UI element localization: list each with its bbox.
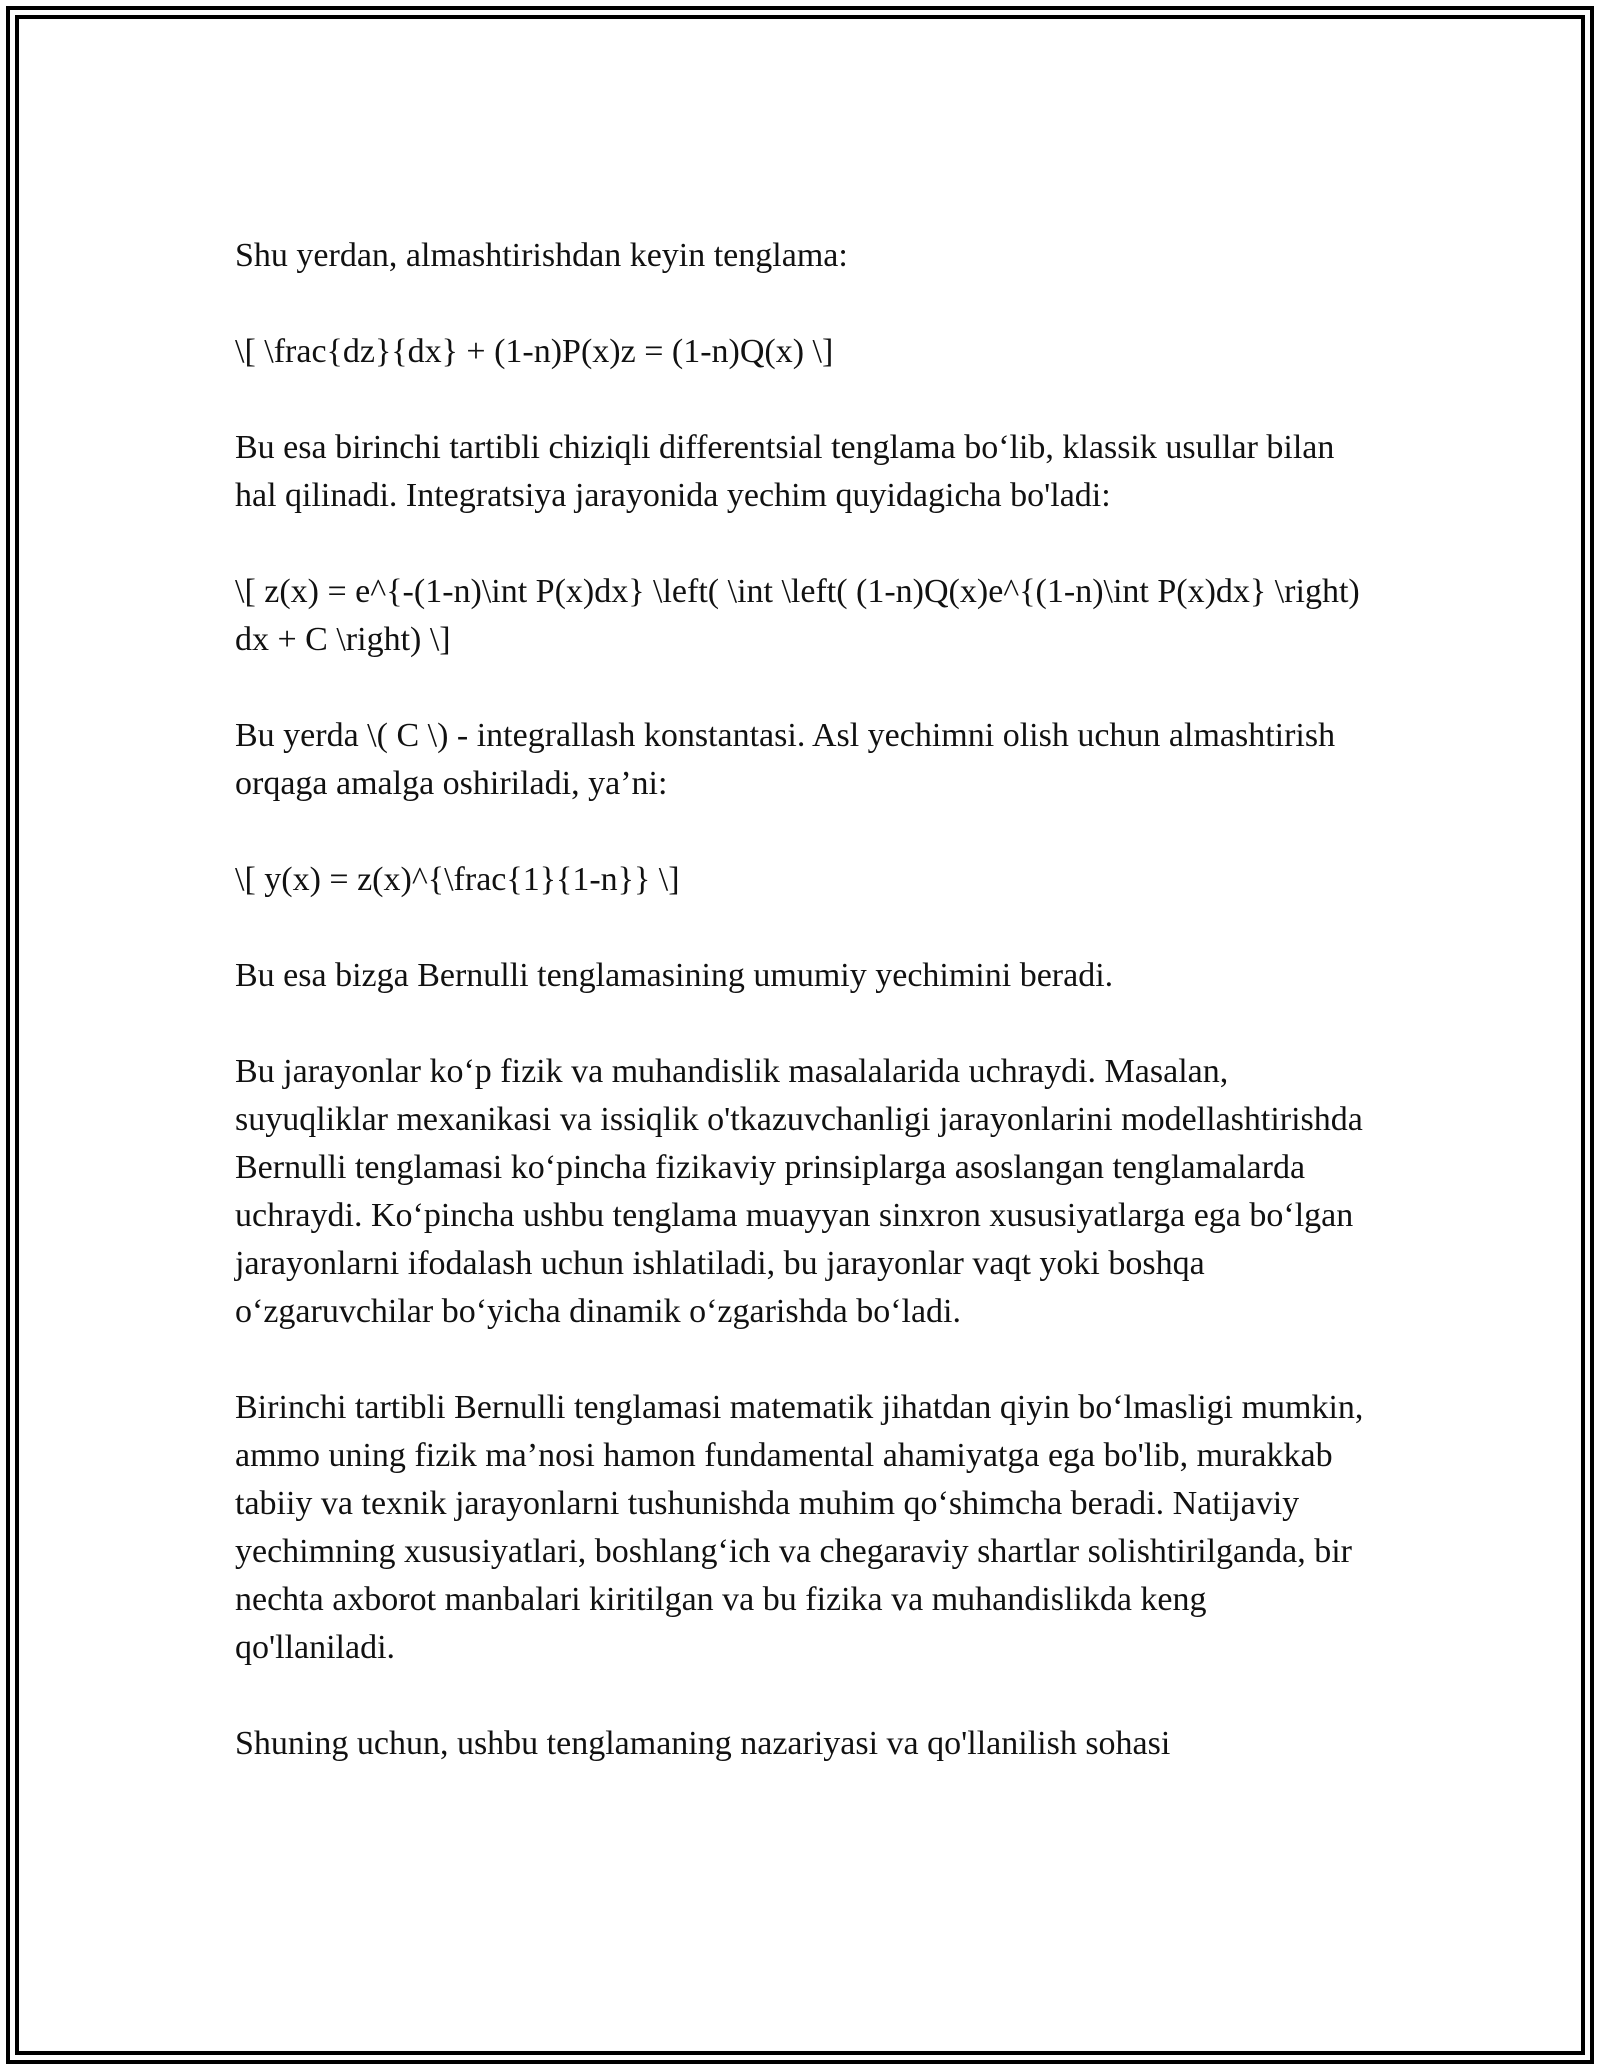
paragraph-linear-equation: Bu esa birinchi tartibli chiziqli differentsial tenglama bo‘lib, klassik usullar bilan hal qilinadi. Integratsiya jarayonida yechim quyidagicha bo'ladi: xyxy=(235,429,1335,514)
paragraph-applications: Bu jarayonlar ko‘p fizik va muhandislik masalalarida uchraydi. Masalan, suyuqliklar mexanikasi va issiqlik o'tkazuvchanligi jarayonlarini modellashtirishda Bernulli tenglamasi ko‘pincha fizikaviy prinsiplarga asoslangan tenglamalarda uchraydi. Ko‘pincha ushbu tenglama muayyan sinxron xususiyatlarga ega bo‘lgan jarayonlarni ifodalash uchun ishlatiladi, bu jarayonlar vaqt yoki boshqa o‘zgaruvchilar bo‘yicha dinamik o‘zgarishda bo‘ladi. xyxy=(235,1053,1363,1330)
equation-y-solution: \[ y(x) = z(x)^{\frac{1}{1-n}} \] xyxy=(235,861,680,898)
paragraph-significance: Birinchi tartibli Bernulli tenglamasi matematik jihatdan qiyin bo‘lmasligi mumkin, ammo uning fizik ma’nosi hamon fundamental ahamiyatga ega bo'lib, murakkab tabiiy va texnik jarayonlarni tushunishda muhim qo‘shimcha beradi. Natijaviy yechimning xususiyatlari, boshlang‘ich va chegaraviy shartlar solishtirilganda, bir nechta axborot manbalari kiritilgan va bu fizika va muhandislikda keng qo'llaniladi. xyxy=(235,1389,1364,1666)
paragraph-intro: Shu yerdan, almashtirishdan keyin tenglama: xyxy=(235,237,848,274)
equation-z-solution: \[ z(x) = e^{-(1-n)\int P(x)dx} \left( \int \left( (1-n)Q(x)e^{(1-n)\int P(x)dx} \right) dx + C \right) \] xyxy=(235,573,1360,658)
paragraph-constant: Bu yerda \( C \) - integrallash konstantasi. Asl yechimni olish uchun almashtirish orqaga amalga oshiriladi, ya’ni: xyxy=(235,717,1336,802)
paragraph-general-solution: Bu esa bizga Bernulli tenglamasining umumiy yechimini beradi. xyxy=(235,957,1114,994)
equation-linear-form: \[ \frac{dz}{dx} + (1-n)P(x)z = (1-n)Q(x) \] xyxy=(235,333,834,370)
document-body xyxy=(235,232,1375,1768)
paragraph-conclusion: Shuning uchun, ushbu tenglamaning nazariyasi va qo'llanilish sohasi xyxy=(235,1725,1171,1762)
